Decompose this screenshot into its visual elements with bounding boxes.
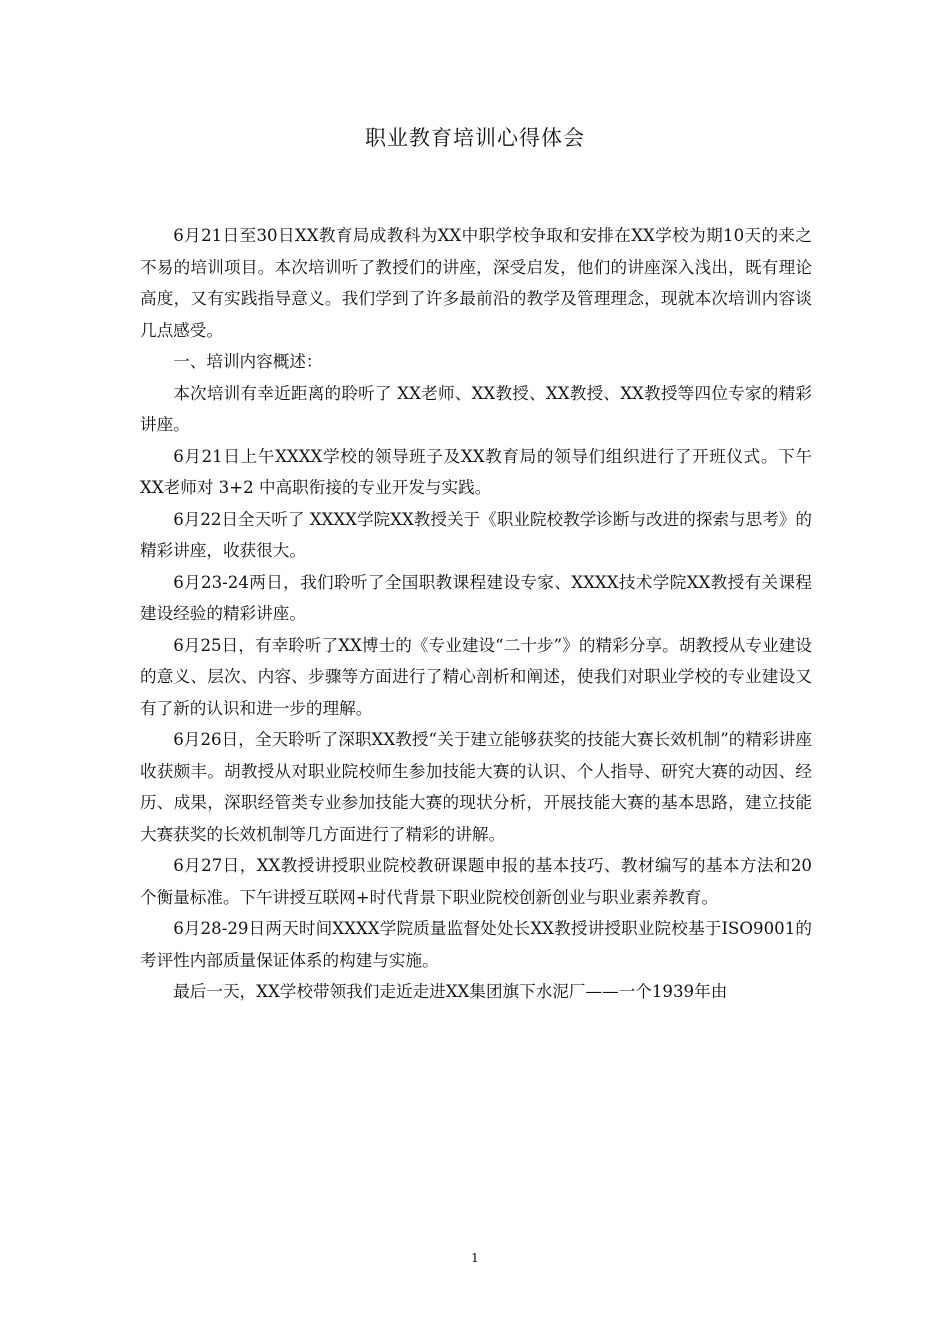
section-heading: 一、培训内容概述： <box>173 352 323 371</box>
paragraph: 6月21日上午XXXX学校的领导班子及XX教育局的领导们组织进行了开班仪式。下午XX老师对 3+2 中高职衔接的专业开发与实践。 <box>140 446 812 497</box>
paragraph: 6月25日，有幸聆听了XX博士的《专业建设“二十步”》的精彩分享。胡教授从专业建设的意义、层次、内容、步骤等方面进行了精心剖析和阐述，使我们对职业学校的专业建设又有了新的认识和进一步的理解。 <box>140 635 812 718</box>
paragraph: 6月27日，XX教授讲授职业院校教研课题申报的基本技巧、教材编写的基本方法和20个衡量标准。下午讲授互联网+时代背景下职业院校创新创业与职业素养教育。 <box>140 856 812 907</box>
paragraph: 6月28-29日两天时间XXXX学院质量监督处处长XX教授讲授职业院校基于ISO9001的考评性内部质量保证体系的构建与实施。 <box>140 919 812 970</box>
document-body <box>140 220 812 1008</box>
page-number: 1 <box>471 1251 479 1265</box>
paragraph: 最后一天，XX学校带领我们走近走进XX集团旗下水泥厂——一个1939年由 <box>173 982 728 1001</box>
paragraph: 6月21日至30日XX教育局成教科为XX中职学校争取和安排在XX学校为期10天的来之不易的培训项目。本次培训听了教授们的讲座，深受启发，他们的讲座深入浅出，既有理论高度，又有实践指导意义。我们学到了许多最前沿的教学及管理理念，现就本次培训内容谈几点感受。 <box>140 226 812 340</box>
paragraph: 本次培训有幸近距离的聆听了 XX老师、XX教授、XX教授、XX教授等四位专家的精彩讲座。 <box>140 383 812 434</box>
document-title: 职业教育培训心得体会 <box>365 126 585 150</box>
paragraph: 6月26日，全天聆听了深职XX教授“关于建立能够获奖的技能大赛长效机制”的精彩讲座收获颇丰。胡教授从对职业院校师生参加技能大赛的认识、个人指导、研究大赛的动因、经历、成果，深职经管类专业参加技能大赛的现状分析，开展技能大赛的基本思路，建立技能大赛获奖的长效机制等几方面进行了精彩的讲解。 <box>140 730 812 844</box>
paragraph: 6月22日全天听了 XXXX学院XX教授关于《职业院校教学诊断与改进的探索与思考》的精彩讲座，收获很大。 <box>140 509 813 560</box>
paragraph: 6月23-24两日，我们聆听了全国职教课程建设专家、XXXX技术学院XX教授有关课程建设经验的精彩讲座。 <box>140 572 812 623</box>
